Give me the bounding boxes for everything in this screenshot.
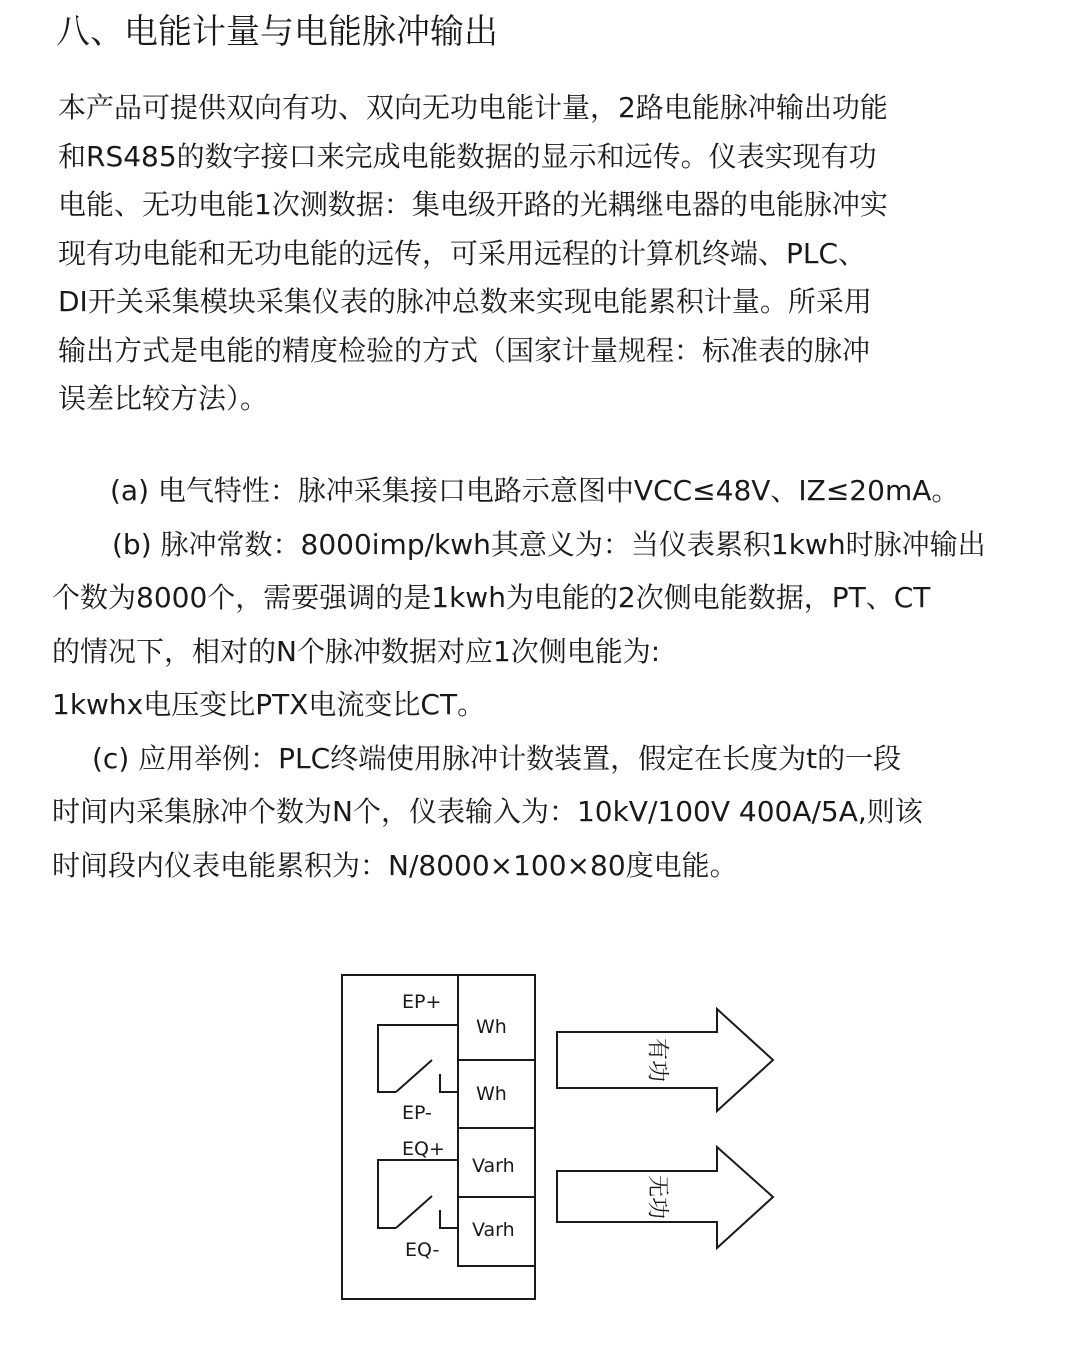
eq-wire-bottom: [440, 1210, 458, 1228]
notes-section: [52, 464, 986, 892]
ep-wire-bottom: [440, 1074, 458, 1092]
note-b-line: 的情况下，相对的N个脉冲数据对应1次侧电能为:: [52, 634, 661, 668]
terminal-wh-2: Wh: [476, 1083, 507, 1105]
terminal-varh-2: Varh: [472, 1219, 515, 1241]
note-c-line: (c) 应用举例：PLC终端使用脉冲计数装置，假定在长度为t的一段: [92, 741, 902, 775]
note-c-line: 时间段内仪表电能累积为：N/8000×100×80度电能。: [52, 848, 738, 882]
terminal-varh-1: Varh: [472, 1155, 515, 1177]
intro-line: DI开关采集模块采集仪表的脉冲总数来实现电能累积计量。所采用: [58, 285, 872, 318]
eq-wire-top: [378, 1160, 458, 1228]
arrow-active-label: 有功: [644, 1037, 670, 1083]
intro-line: 误差比较方法）。: [58, 382, 269, 415]
ep-minus-label: EP-: [402, 1102, 432, 1124]
eq-minus-label: EQ-: [405, 1239, 440, 1261]
note-b-line: 个数为8000个，需要强调的是1kwh为电能的2次侧电能数据，PT、CT: [52, 581, 931, 614]
intro-line: 电能、无功电能1次测数据：集电级开路的光耦继电器的电能脉冲实: [58, 188, 888, 221]
note-a: (a) 电气特性：脉冲采集接口电路示意图中VCC≤48V、IZ≤20mA。: [110, 474, 960, 507]
arrow-reactive-label: 无功: [644, 1174, 670, 1220]
note-b-line: 1kwhx电压变比PTX电流变比CT。: [52, 688, 486, 721]
intro-paragraph: [58, 84, 888, 424]
note-b-line: (b) 脉冲常数：8000imp/kwh其意义为：当仪表累积1kwh时脉冲输出: [112, 527, 986, 561]
ep-switch-contact: [396, 1060, 432, 1092]
intro-line: 输出方式是电能的精度检验的方式（国家计量规程：标准表的脉冲: [58, 333, 871, 367]
ep-plus-label: EP+: [402, 991, 442, 1013]
intro-line: 本产品可提供双向有功、双向无功电能计量，2路电能脉冲输出功能: [58, 91, 888, 124]
pulse-output-diagram: [330, 960, 790, 1310]
note-c-line: 时间内采集脉冲个数为N个，仪表输入为：10kV/100V 400A/5A,则该: [52, 795, 923, 828]
intro-line: 和RS485的数字接口来完成电能数据的显示和远传。仪表实现有功: [58, 139, 877, 173]
terminal-wh-1: Wh: [476, 1016, 507, 1038]
eq-plus-label: EQ+: [402, 1138, 445, 1160]
intro-line: 现有功电能和无功电能的远传，可采用远程的计算机终端、PLC、: [58, 236, 867, 270]
section-title: 八、电能计量与电能脉冲输出: [56, 12, 498, 52]
eq-switch-contact: [396, 1196, 432, 1228]
ep-wire-top: [378, 1025, 458, 1092]
